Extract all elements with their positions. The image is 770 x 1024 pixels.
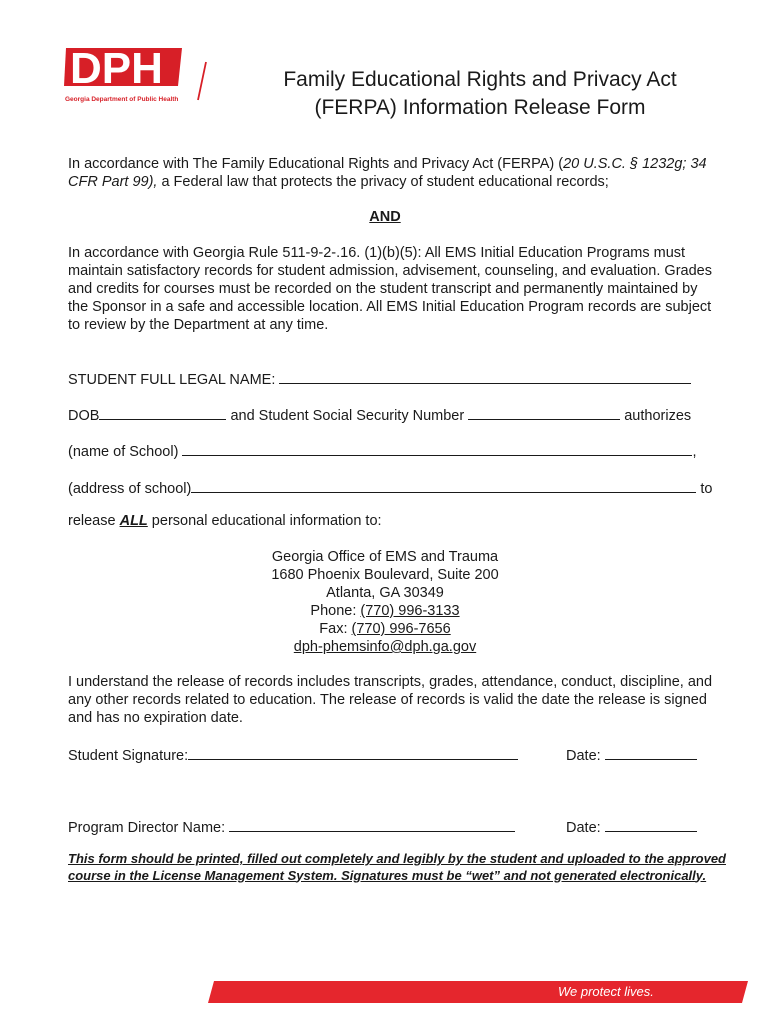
date-label: Date: bbox=[566, 748, 605, 764]
student-date-line bbox=[566, 745, 697, 764]
student-date-field[interactable] bbox=[605, 745, 697, 760]
footer-banner bbox=[208, 981, 748, 1003]
dob-field[interactable] bbox=[99, 405, 226, 420]
dob-ssn-line bbox=[68, 405, 691, 424]
ssn-field[interactable] bbox=[468, 405, 620, 420]
citation: 20 U.S.C. § 1232g; 34 CFR Part 99), bbox=[68, 156, 707, 190]
title-line-1: Family Educational Rights and Privacy Act bbox=[283, 68, 677, 91]
student-name-label: STUDENT FULL LEGAL NAME: bbox=[68, 372, 276, 388]
school-address-field[interactable] bbox=[191, 478, 696, 493]
student-name-field[interactable] bbox=[279, 369, 691, 384]
title-line-2: (FERPA) Information Release Form bbox=[314, 96, 646, 119]
release-line: release ALL personal educational information to: bbox=[68, 513, 382, 529]
dph-logo bbox=[64, 44, 214, 104]
school-address-label: (address of school) bbox=[68, 481, 192, 497]
recipient-street: 1680 Phoenix Boulevard, Suite 200 bbox=[271, 567, 499, 583]
school-address-line: (address of school) to bbox=[68, 478, 712, 497]
intro-paragraph: In accordance with The Family Educational Rights and Privacy Act (FERPA) (20 U.S.C. § 1232g; 34 CFR Part 99), a Federal law that protects the privacy of student educational records; bbox=[68, 156, 707, 190]
page-title bbox=[230, 66, 730, 122]
fax-link[interactable]: (770) 996-7656 bbox=[351, 621, 451, 637]
recipient-city: Atlanta, GA 30349 bbox=[326, 585, 444, 601]
program-director-label: Program Director Name: bbox=[68, 820, 230, 836]
instructions-notice: This form should be printed, filled out completely and legibly by the student and uploaded to the approved course in the License Management System. Signatures must be “wet” and not generated electronically. bbox=[68, 851, 726, 883]
school-name-field[interactable] bbox=[182, 441, 692, 456]
student-signature-label: Student Signature: bbox=[68, 748, 189, 764]
phone-link[interactable]: (770) 996-3133 bbox=[360, 603, 460, 619]
dob-label: DOB bbox=[68, 408, 100, 424]
footer-tagline: We protect lives. bbox=[558, 984, 654, 999]
director-date-line bbox=[566, 817, 697, 836]
svg-text:DPH: DPH bbox=[70, 44, 163, 93]
ssn-label: and Student Social Security Number bbox=[226, 408, 469, 424]
understanding-paragraph: I understand the release of records includes transcripts, grades, attendance, conduct, discipline, and any other records related to education. The release of records is valid the date the release is signed and has no expiration date. bbox=[68, 674, 713, 726]
school-name-label: (name of School) bbox=[68, 444, 183, 460]
email-link[interactable]: dph-phemsinfo@dph.ga.gov bbox=[293, 639, 477, 655]
recipient-name: Georgia Office of EMS and Trauma bbox=[271, 549, 499, 565]
director-date-field[interactable] bbox=[605, 817, 697, 832]
authorizes-text: authorizes bbox=[620, 408, 692, 424]
school-name-line: (name of School) , bbox=[68, 441, 696, 460]
recipient-address bbox=[0, 548, 770, 656]
rule-paragraph: In accordance with Georgia Rule 511-9-2-.16. (1)(b)(5): All EMS Initial Education Programs must maintain satisfactory records for student admission, advisement, counseling, and evaluation. Grades and credits for courses must be recorded on the student transcript and permanently maintained by the Sponsor in a safe and accessible location. All EMS Initial Education Program records are subject to review by the Department at any time. bbox=[68, 245, 712, 333]
date-label: Date: bbox=[566, 820, 605, 836]
student-signature-field[interactable] bbox=[188, 745, 518, 760]
release-all-emphasis: ALL bbox=[119, 513, 148, 529]
student-signature-line bbox=[68, 745, 518, 764]
program-director-line bbox=[68, 817, 515, 836]
recipient-phone-line: Phone: (770) 996-3133 bbox=[310, 603, 460, 619]
program-director-field[interactable] bbox=[229, 817, 515, 832]
and-label: AND bbox=[369, 209, 401, 225]
recipient-fax-line: Fax: (770) 996-7656 bbox=[319, 621, 451, 637]
logo-subtitle: Georgia Department of Public Health bbox=[65, 96, 179, 103]
student-name-line bbox=[68, 369, 691, 388]
